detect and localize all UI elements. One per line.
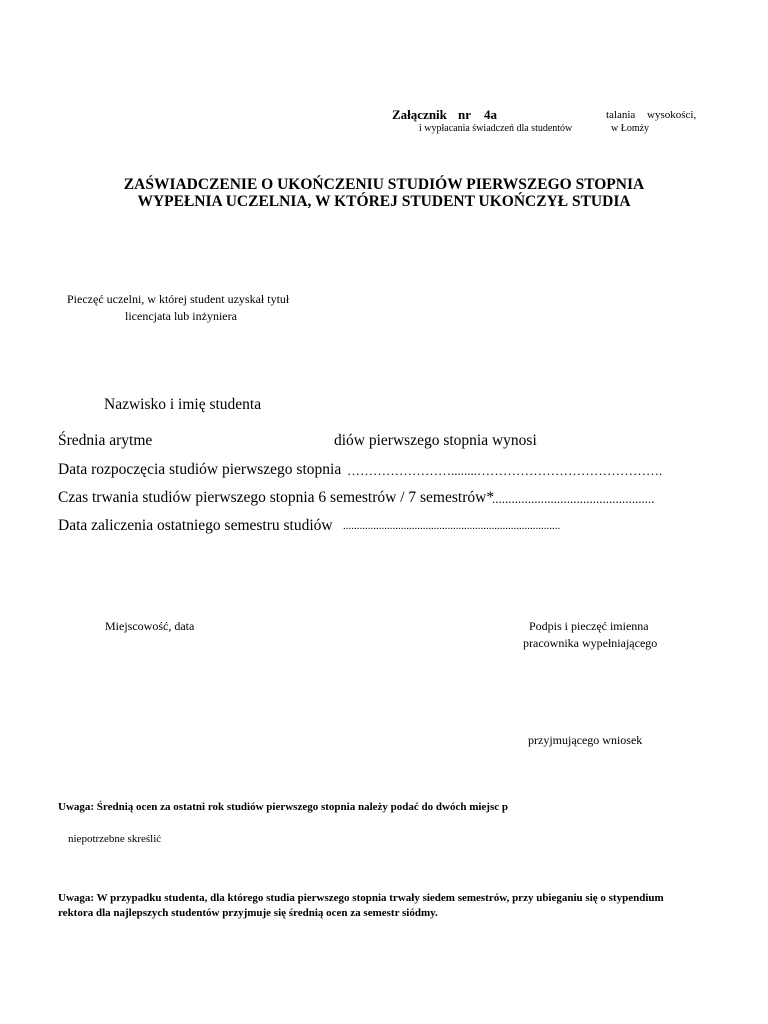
- last-semester-dots: ...............................................................................: [343, 520, 561, 532]
- signature-caption-line2: pracownika wypełniającego: [523, 636, 658, 650]
- average-label-left: Średnia arytme: [58, 432, 153, 449]
- average-label-right: diów pierwszego stopnia wynosi: [334, 432, 537, 449]
- header-fragment-wysokosci: wysokości,: [647, 109, 697, 121]
- note-seven-semesters-line1: Uwaga: W przypadku studenta, dla którego studia pierwszego stopnia trwały siedem semestrów, przy ubieganiu się o stypendium: [58, 892, 664, 904]
- header-fragment-talania: talania: [606, 109, 636, 121]
- student-name-label: Nazwisko i imię studenta: [104, 396, 262, 413]
- signature-caption-line1: Podpis i pieczęć imienna: [529, 619, 649, 633]
- document-subtitle: WYPEŁNIA UCZELNIA, W KTÓREJ STUDENT UKOŃCZYŁ STUDIA: [137, 193, 631, 210]
- duration-label: Czas trwania studiów pierwszego stopnia 6 semestrów / 7 semestrów*: [58, 489, 495, 506]
- stamp-caption-line1: Pieczęć uczelni, w której student uzyskał tytuł: [67, 292, 290, 306]
- stamp-caption-line2: licencjata lub inżyniera: [125, 309, 237, 323]
- last-semester-label: Data zaliczenia ostatniego semestru studiów: [58, 517, 333, 534]
- header-fragment-line2-left: i wypłacania świadczeń dla studentów: [419, 123, 573, 134]
- attachment-nr-label: nr: [458, 107, 471, 122]
- header-fragment-line2-right: w Łomży: [611, 123, 650, 134]
- attachment-number: 4a: [484, 107, 497, 122]
- footnote-strike-out: niepotrzebne skreślić: [68, 833, 162, 845]
- document-title: ZAŚWIADCZENIE O UKOŃCZENIU STUDIÓW PIERWSZEGO STOPNIA: [123, 176, 645, 193]
- duration-dots: ..................................................: [492, 491, 655, 506]
- note-seven-semesters-line2: rektora dla najlepszych studentów przyjmuje się średnią ocen za semestr siódmy.: [58, 907, 438, 919]
- attachment-label: Załącznik: [392, 107, 447, 122]
- start-date-dots: ……………………........…………………………………….: [347, 463, 663, 478]
- start-date-label: Data rozpoczęcia studiów pierwszego stopnia: [58, 461, 342, 478]
- note-average-precision: Uwaga: Średnią ocen za ostatni rok studiów pierwszego stopnia należy podać do dwóch miejsc p: [58, 801, 508, 813]
- receiving-caption: przyjmującego wniosek: [528, 733, 643, 747]
- place-date-caption: Miejscowość, data: [105, 619, 195, 633]
